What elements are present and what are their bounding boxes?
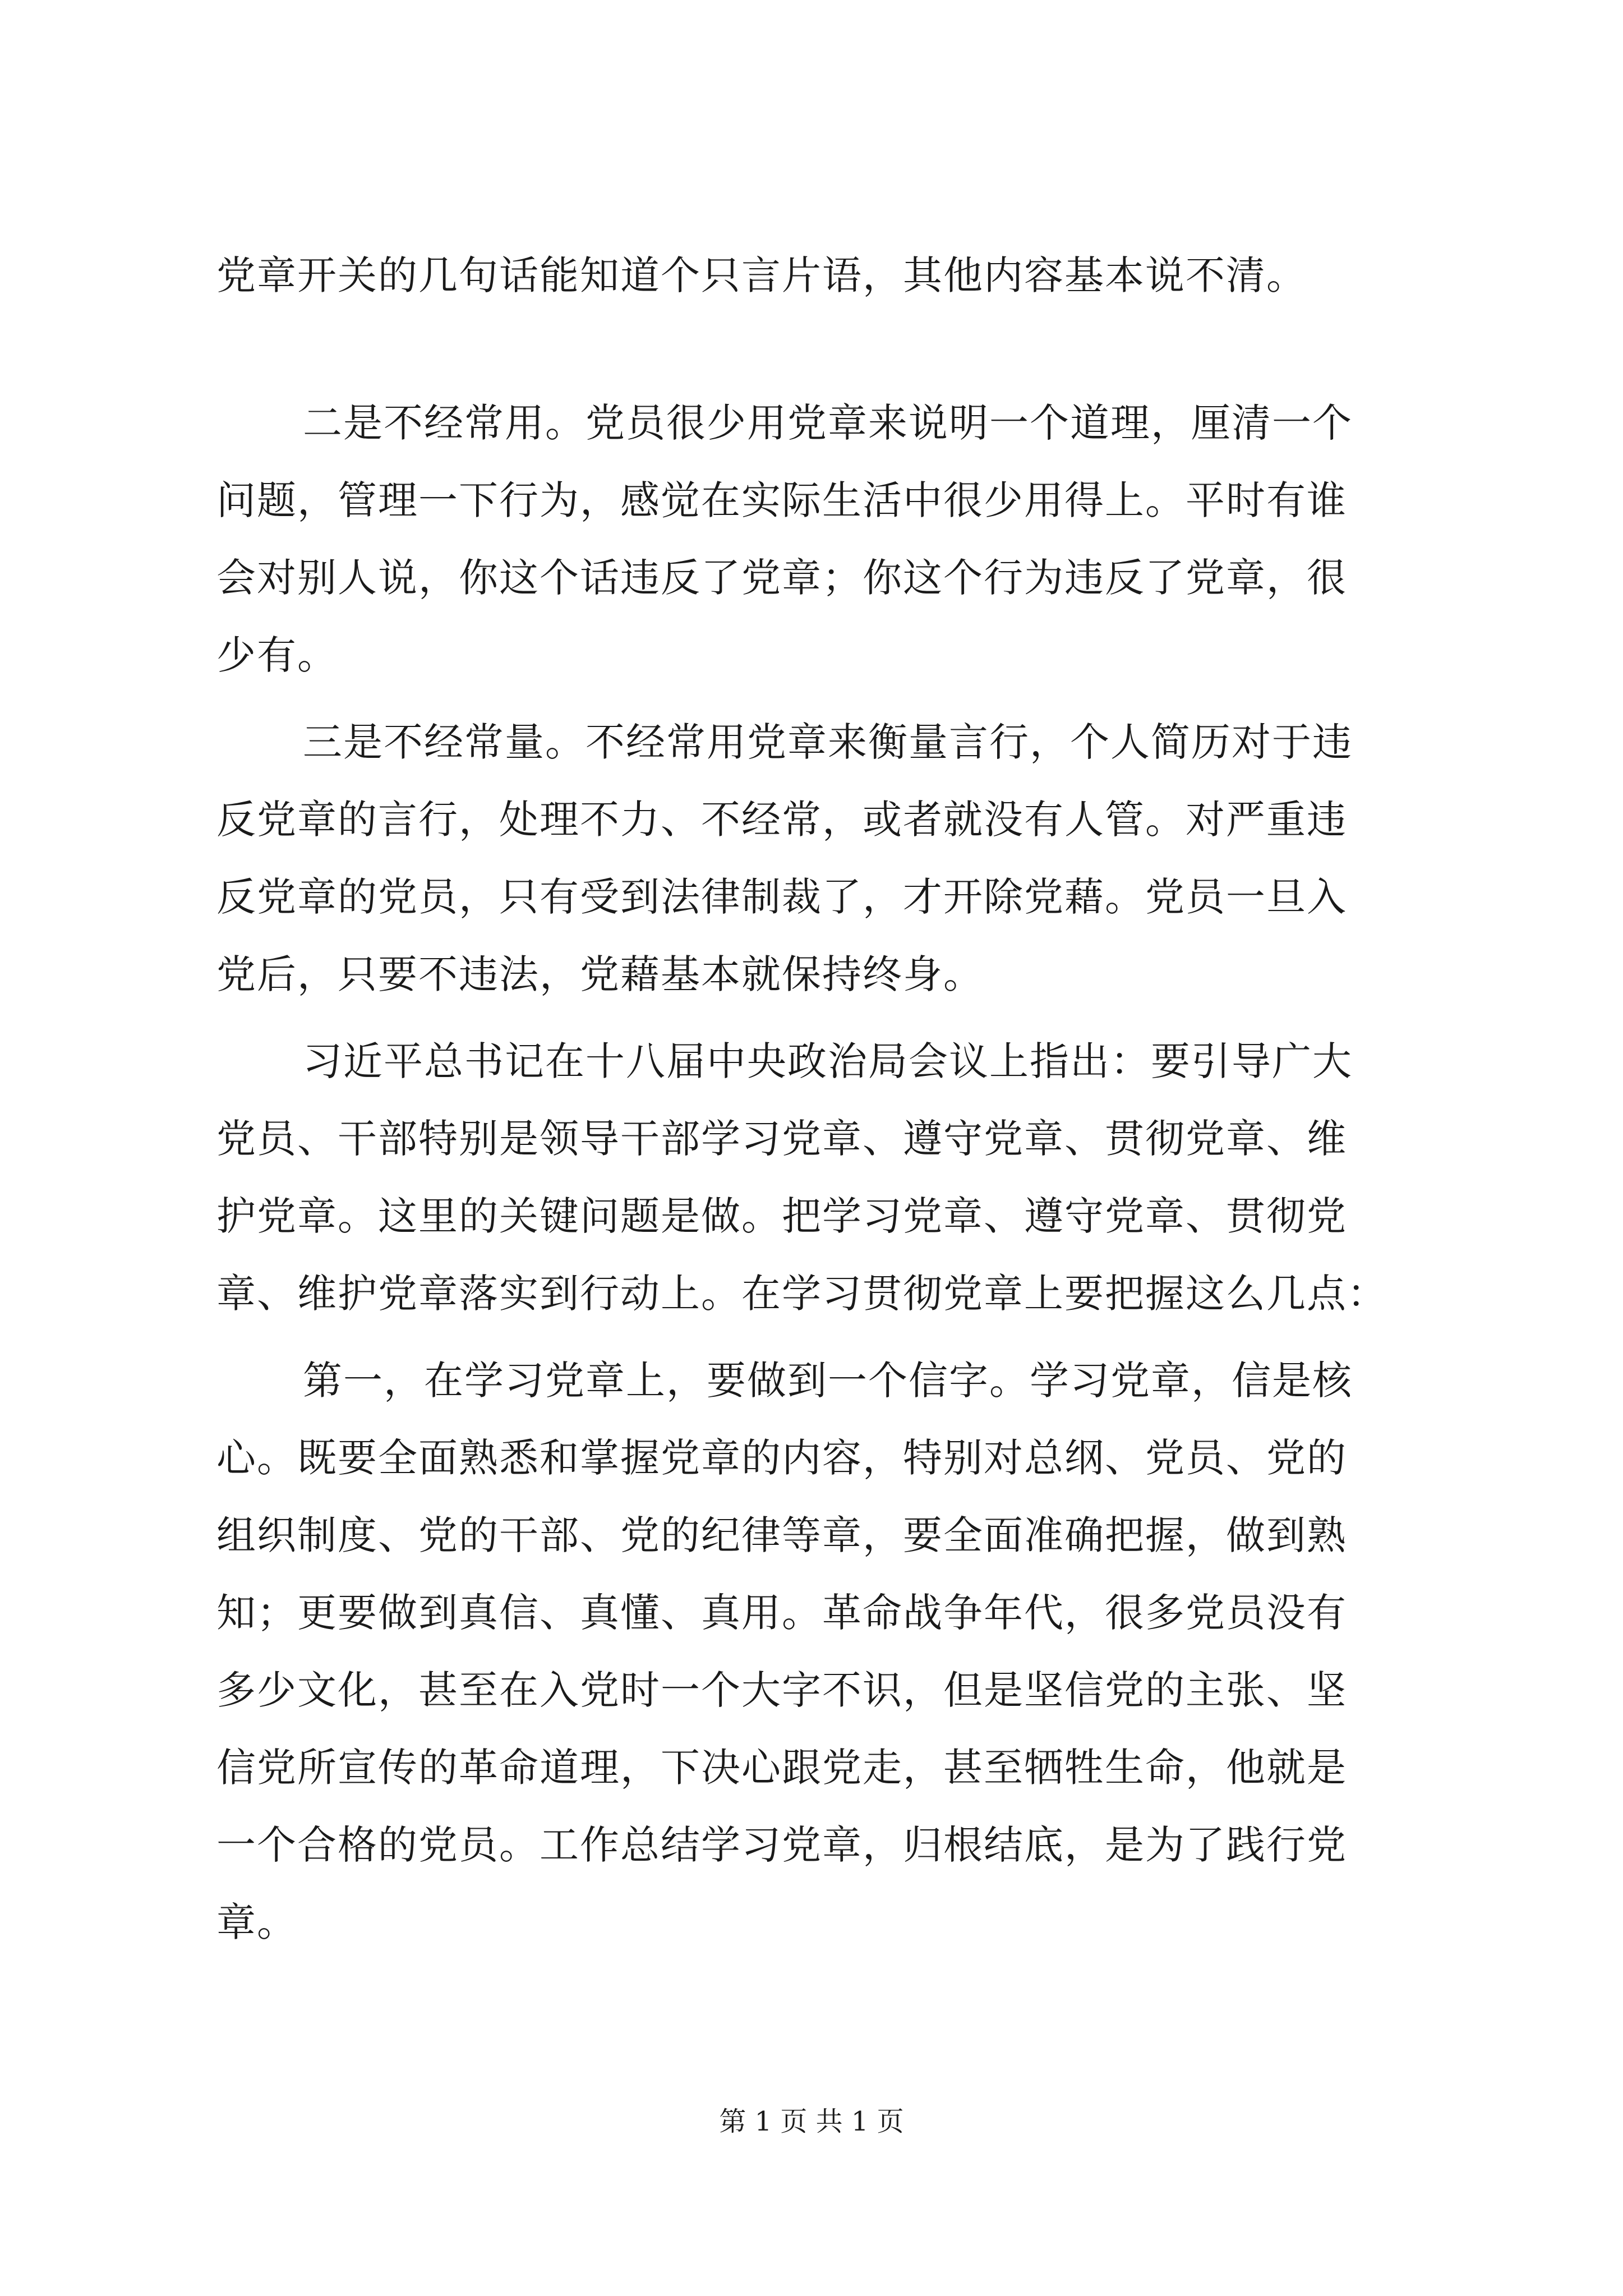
text-line: 反党章的言行，处理不力、不经常，或者就没有人管。对严重违 bbox=[216, 797, 1347, 843]
text-line: 三是不经常量。不经常用党章来衡量言行，个人简历对于违 bbox=[303, 719, 1353, 765]
text-line: 习近平总书记在十八届中央政治局会议上指出：要引导广大 bbox=[303, 1038, 1353, 1084]
text-line: 问题，管理一下行为，感觉在实际生活中很少用得上。平时有谁 bbox=[216, 477, 1347, 523]
text-line: 会对别人说，你这个话违反了党章；你这个行为违反了党章，很 bbox=[216, 555, 1347, 601]
text-line: 党章开关的几句话能知道个只言片语，其他内容基本说不清。 bbox=[216, 252, 1307, 298]
text-line: 信党所宣传的革命道理，下决心跟党走，甚至牺牲生命，他就是 bbox=[216, 1745, 1347, 1791]
text-line: 第一，在学习党章上，要做到一个信字。学习党章，信是核 bbox=[303, 1358, 1353, 1404]
text-line: 党员、干部特别是领导干部学习党章、遵守党章、贯彻党章、维 bbox=[216, 1116, 1347, 1162]
text-line: 章。 bbox=[216, 1899, 297, 1945]
text-line: 反党章的党员，只有受到法律制裁了，才开除党藉。党员一旦入 bbox=[216, 874, 1347, 920]
text-line: 少有。 bbox=[216, 632, 338, 678]
text-line: 心。既要全面熟悉和掌握党章的内容，特别对总纲、党员、党的 bbox=[216, 1435, 1347, 1481]
text-line: 知；更要做到真信、真懂、真用。革命战争年代，很多党员没有 bbox=[216, 1590, 1347, 1636]
text-line: 二是不经常用。党员很少用党章来说明一个道理，厘清一个 bbox=[303, 400, 1353, 446]
text-line: 一个合格的党员。工作总结学习党章，归根结底，是为了践行党 bbox=[216, 1822, 1347, 1868]
page-number-footer: 第 1 页 共 1 页 bbox=[719, 2106, 904, 2137]
text-line: 党后，只要不违法，党藉基本就保持终身。 bbox=[216, 951, 984, 997]
text-line: 护党章。这里的关键问题是做。把学习党章、遵守党章、贯彻党 bbox=[216, 1193, 1347, 1239]
text-line: 组织制度、党的干部、党的纪律等章，要全面准确把握，做到熟 bbox=[216, 1512, 1347, 1558]
text-line: 多少文化，甚至在入党时一个大字不识，但是坚信党的主张、坚 bbox=[216, 1667, 1347, 1713]
text-line: 章、维护党章落实到行动上。在学习贯彻党章上要把握这么几点： bbox=[216, 1271, 1387, 1317]
